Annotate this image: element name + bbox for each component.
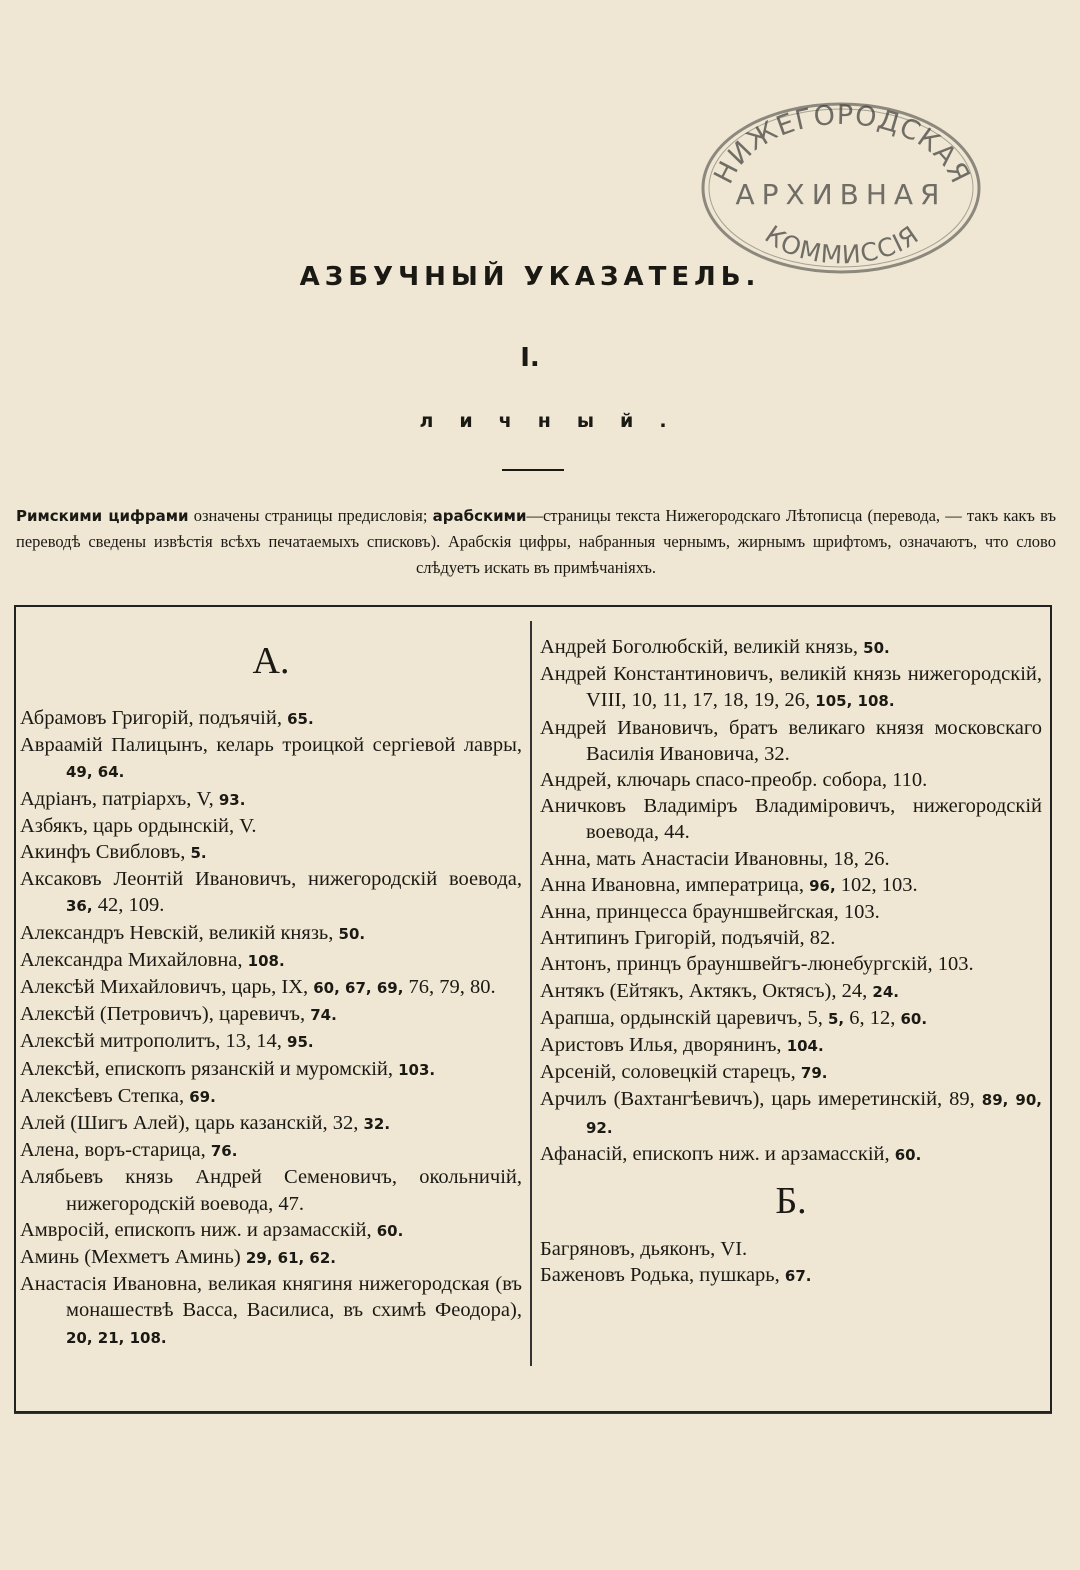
entry-text: Арчилъ (Вахтангѣевичъ), царь имеретинскій, 89,: [540, 1088, 975, 1111]
stamp-line-top: НИЖЕГОРОДСКАЯ: [708, 100, 976, 189]
entry-text: Александра Михайловна,: [20, 948, 243, 971]
entry-bold-pages: 20, 21, 108.: [66, 1328, 167, 1347]
entry-bold-pages: 67.: [784, 1267, 812, 1286]
index-entry: [540, 925, 1042, 951]
entry-text: Антякъ (Ейтякъ, Актякъ, Октясъ), 24,: [540, 979, 868, 1002]
entry-text: Александръ Невскій, великій князь,: [20, 921, 334, 944]
index-entry: [20, 947, 522, 974]
entry-text: Аминь (Мехметъ Аминь): [20, 1246, 241, 1269]
index-entry: [20, 974, 522, 1001]
archive-commission-stamp: [700, 100, 982, 276]
entry-bold-pages: 108.: [247, 951, 285, 970]
right-entries-a-list: [540, 634, 1042, 1168]
intro-paragraph: [16, 503, 1056, 581]
entry-bold-pages: 95.: [287, 1033, 314, 1052]
entry-bold-pages: 24.: [872, 982, 899, 1001]
entry-text: 102, 103.: [840, 873, 918, 896]
index-entry: [540, 1236, 1042, 1262]
entry-bold-pages: 104.: [786, 1037, 824, 1056]
entry-text: Амвросій, епископъ ниж. и арзамасскій,: [20, 1218, 372, 1241]
index-entry: [20, 813, 522, 839]
entry-text: Аксаковъ Леонтій Ивановичъ, нижегородскій воевода,: [20, 868, 522, 891]
entry-text: Багряновъ, дьяконъ, VI.: [540, 1238, 748, 1261]
entry-text: Абрамовъ Григорій, подъячій,: [20, 707, 282, 729]
entry-text: Баженовъ Родька, пушкарь,: [540, 1264, 780, 1287]
entry-bold-pages: 5.: [190, 844, 207, 863]
index-frame-bottom-rule: [14, 1413, 1052, 1414]
index-column-right: [540, 634, 1042, 1289]
entry-bold-pages: 65.: [287, 710, 314, 728]
entry-bold-pages: 74.: [310, 1006, 337, 1025]
index-entry: [540, 1141, 1042, 1168]
entry-bold-pages: 89, 90, 92.: [586, 1091, 1043, 1137]
index-entry: [20, 1056, 522, 1083]
entry-text: Антонъ, принцъ брауншвейгъ-люнебургскій, 103.: [540, 953, 974, 976]
entry-bold-pages: 29, 61, 62.: [245, 1249, 337, 1268]
entry-text: 6, 12,: [849, 1006, 896, 1029]
index-entry: [20, 1028, 522, 1055]
index-entry: [20, 1271, 522, 1351]
entry-bold-pages: 96,: [809, 876, 836, 895]
entry-text: Андрей Боголюбскій, великій князь,: [540, 636, 859, 658]
entry-text: Алей (Шигъ Алей), царь казанскій, 32,: [20, 1112, 359, 1135]
entry-text: Алексѣй Михайловичъ, царь, IX,: [20, 976, 309, 999]
section-number: I.: [520, 343, 540, 373]
index-entry: [540, 634, 1042, 661]
entry-bold-pages: 69.: [189, 1087, 216, 1106]
entry-text: Адріанъ, патріархъ, V,: [20, 787, 214, 810]
page-title: АЗБУЧНЫЙ УКАЗАТЕЛЬ.: [299, 262, 761, 292]
entry-text: Алена, воръ-старица,: [20, 1139, 206, 1162]
index-entry: [540, 1059, 1042, 1086]
intro-text-2: —страницы текста Нижегородскаго Лѣтописца (перевода, — такъ какъ въ переводѣ сведены извѣстія всѣхъ печатаемыхъ списковъ). Арабскія цифры, набранныя чернымъ, жирнымъ шрифтомъ, означаютъ, что слово слѣдуетъ искать въ примѣчаніяхъ.: [16, 506, 1057, 577]
index-entry: [20, 1164, 522, 1216]
index-entry: [20, 1217, 522, 1244]
entry-text: Арсеній, соловецкій старецъ,: [540, 1061, 796, 1084]
entry-text: Азбякъ, царь ордынскій, V.: [20, 814, 257, 837]
entry-bold-pages: 60.: [376, 1221, 404, 1240]
intro-roman-label: Римскими цифрами: [16, 507, 189, 525]
index-entry: [20, 732, 522, 785]
entry-text: Андрей Константиновичъ, великій князь нижегородскій, VIII, 10, 11, 17, 18, 19, 26,: [540, 663, 1042, 712]
entry-bold-pages: 49, 64.: [66, 763, 125, 782]
svg-text:НИЖЕГОРОДСКАЯ: [708, 100, 976, 189]
index-entry: [540, 715, 1042, 767]
index-entry: [540, 1005, 1042, 1032]
column-divider: [530, 621, 532, 1366]
entry-bold-pages: 76.: [210, 1142, 238, 1161]
stamp-line-bottom: КОММИССІЯ: [759, 219, 925, 270]
index-entry: [540, 767, 1042, 793]
entry-text: 76, 79, 80.: [408, 976, 496, 999]
entry-text: Афанасій, епископъ ниж. и арзамасскій,: [540, 1142, 890, 1165]
index-entry: [20, 786, 522, 813]
index-entry: [20, 866, 522, 919]
entry-bold-pages: 103.: [398, 1060, 436, 1079]
index-entry: [540, 1032, 1042, 1059]
index-entry: [540, 661, 1042, 714]
entry-text: Арапша, ордынскій царевичъ, 5,: [540, 1006, 823, 1029]
entry-text: Андрей, ключарь спасо-преобр. собора, 110.: [540, 769, 928, 792]
index-entry: [20, 1083, 522, 1110]
entry-text: Аристовъ Илья, дворянинъ,: [540, 1034, 782, 1057]
index-entry: [20, 920, 522, 947]
entry-bold-pages: 93.: [218, 790, 246, 809]
index-entry: [540, 899, 1042, 925]
entry-bold-pages: 36,: [66, 897, 93, 916]
entry-text: Алексѣй митрополитъ, 13, 14,: [20, 1030, 282, 1053]
entry-bold-pages: 32.: [363, 1115, 391, 1134]
entry-text: Алябьевъ князь Андрей Семеновичъ, окольничій, нижегородскій воевода, 47.: [20, 1166, 522, 1215]
index-entry: [540, 846, 1042, 872]
index-entry: [20, 1001, 522, 1028]
letter-heading-a: А.: [252, 640, 290, 682]
index-entry: [20, 1137, 522, 1164]
entry-bold-pages: 60.: [900, 1009, 928, 1028]
entry-text: Акинфъ Свибловъ,: [20, 841, 186, 864]
title-rule: [502, 469, 564, 471]
letter-heading-b: Б.: [775, 1180, 807, 1223]
entry-bold-pages: 50.: [338, 924, 366, 943]
index-entry: [540, 1086, 1042, 1140]
entry-bold-pages: 60, 67, 69,: [313, 979, 404, 998]
intro-text-1: означены страницы предисловія;: [188, 506, 433, 525]
stamp-line-middle: АРХИВНАЯ: [735, 178, 947, 211]
entry-bold-pages: 50.: [863, 639, 890, 657]
intro-arabic-label: арабскими: [432, 507, 527, 525]
entry-text: Анна Ивановна, императрица,: [540, 873, 804, 896]
entry-text: Авраамій Палицынъ, келарь троицкой сергіевой лавры,: [20, 734, 522, 757]
entry-text: Алексѣй, епископъ рязанскій и муромскій,: [20, 1057, 393, 1080]
entry-text: Аничковъ Владиміръ Владиміровичъ, нижегородскій воевода, 44.: [540, 795, 1042, 844]
entry-text: Алексѣй (Петровичъ), царевичъ,: [20, 1003, 306, 1026]
index-entry: [540, 793, 1042, 845]
entry-bold-pages: 60.: [894, 1145, 922, 1164]
index-column-left: [20, 635, 522, 1351]
index-entry: [540, 978, 1042, 1005]
index-entry: [20, 705, 522, 732]
index-entry: [20, 1244, 522, 1271]
index-entry: [540, 951, 1042, 977]
section-name: личный.: [419, 410, 693, 432]
right-entries-b-list: [540, 1236, 1042, 1289]
index-entry: [20, 839, 522, 866]
left-entries-list: [20, 705, 522, 1351]
entry-bold-pages: 105, 108.: [815, 692, 895, 711]
index-entry: [20, 1110, 522, 1137]
index-entry: [540, 1262, 1042, 1289]
entry-text: Анастасія Ивановна, великая княгиня нижегородская (въ монашествѣ Васса, Василиса, въ схимѣ Феодора),: [20, 1273, 522, 1322]
entry-text: Антипинъ Григорій, подъячій, 82.: [540, 927, 836, 950]
entry-bold-pages: 79.: [800, 1064, 828, 1083]
entry-text: Андрей Ивановичъ, братъ великаго князя московскаго Василія Ивановича, 32.: [540, 716, 1042, 765]
entry-text: Анна, принцесса брауншвейгская, 103.: [540, 901, 880, 924]
entry-text: 42, 109.: [97, 894, 165, 917]
index-entry: [540, 872, 1042, 899]
entry-bold-pages: 5,: [827, 1009, 845, 1028]
entry-text: Анна, мать Анастасіи Ивановны, 18, 26.: [540, 847, 890, 870]
entry-text: Алексѣевъ Степка,: [20, 1084, 185, 1107]
